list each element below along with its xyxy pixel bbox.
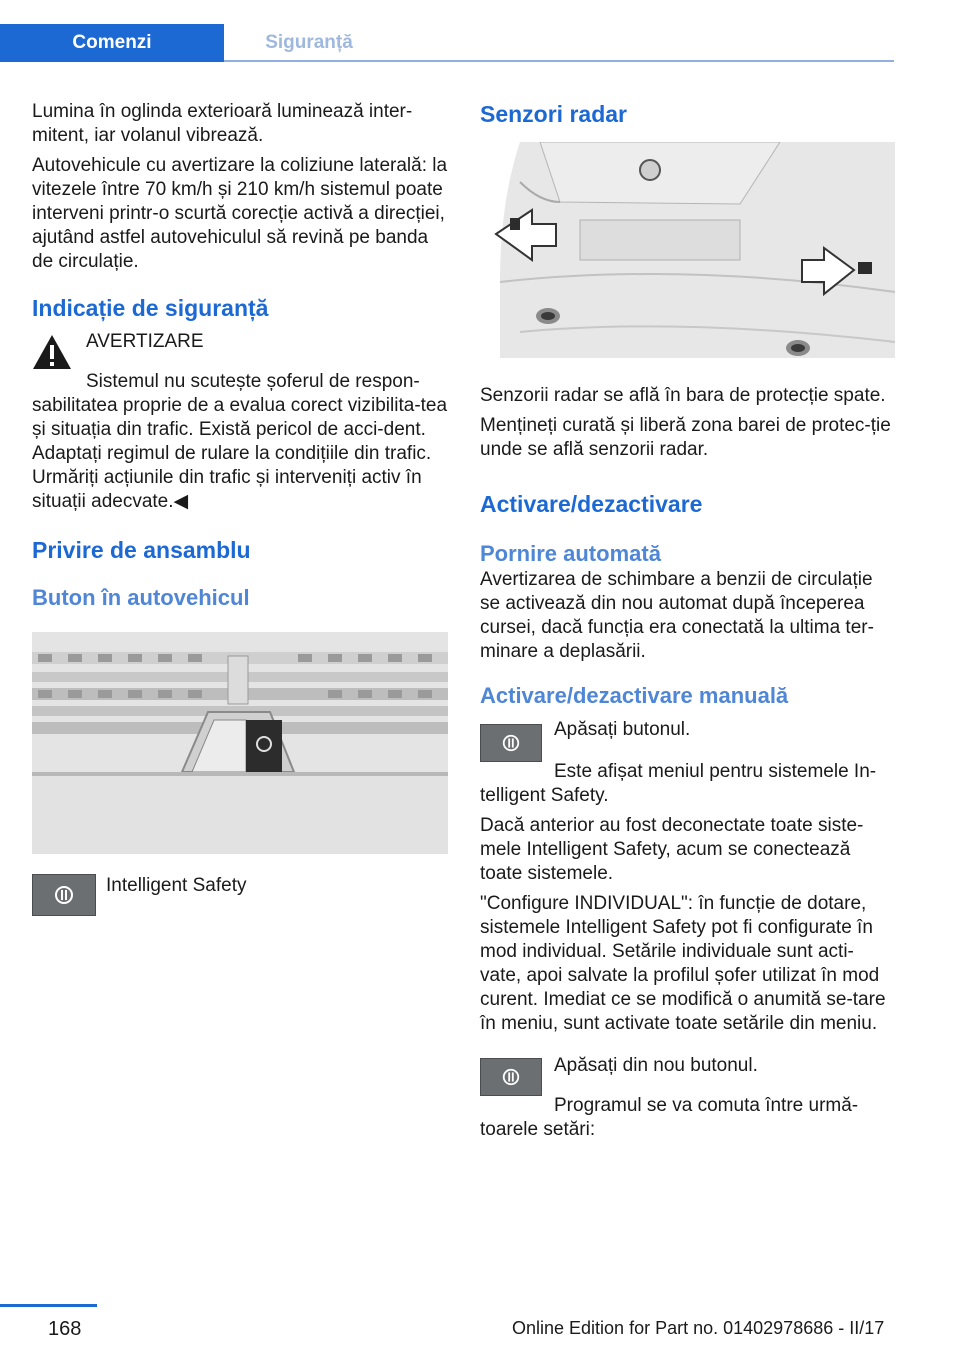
warning-title: AVERTIZARE <box>86 331 204 352</box>
warning-text: Sistemul nu scutește șoferul de respon‐sabilitatea proprie de a evalua corect vizibilita‐tea și situația din trafic. Există pericol de acci‐dent. Adaptați regimul de rulare la condițiile din trafic. Urmăriți acțiunile din trafic și interveniți activ în situații adecvate.◀ <box>32 371 448 512</box>
paragraph-configure-individual: "Configure INDIVIDUAL": în funcție de dotare, sistemele Intelligent Safety pot fi configurate în mod individual. Setările individuale sunt acti‐vate, apoi salvate la profilul șofer utilizat în mod curent. Imediat ce se modifică o anumită se‐tare în meniu, sunt activate toate setările din meniu. <box>480 893 886 1034</box>
paragraph-radar-clean: Mențineți curată și liberă zona barei de protec‐ție unde se află senzorii radar. <box>480 415 891 460</box>
tab-comenzi[interactable]: Comenzi <box>0 24 224 62</box>
left-column <box>32 100 450 916</box>
footer-rule <box>0 1304 97 1307</box>
safety-symbol-icon <box>501 733 521 753</box>
page-number: 168 <box>48 1318 82 1340</box>
step1-instruction: Apăsați butonul. <box>554 719 691 740</box>
safety-button-icon-2[interactable] <box>480 1058 542 1096</box>
header-rule <box>224 60 894 62</box>
radar-sensor-figure <box>480 142 895 358</box>
warning-block <box>32 330 450 370</box>
right-column <box>480 100 895 1148</box>
car-rear-illustration <box>480 142 895 358</box>
step-press-again <box>480 1054 895 1096</box>
paragraph-radar-location: Senzorii radar se află în bara de protecție spate. <box>480 385 886 406</box>
heading-safety-note: Indicație de siguranță <box>32 295 269 321</box>
dashboard-illustration <box>32 632 448 854</box>
step-press-button <box>480 718 895 762</box>
paragraph-reconnect: Dacă anterior au fost deconectate toate siste‐mele Intelligent Safety, acum se conectează toate sistemele. <box>480 815 864 884</box>
paragraph-side-collision: Autovehicule cu avertizare la coliziune laterală: la vitezele între 70 km/h și 210 km/h sistemul poate interveni printr-o scurtă corecție activă a direcției, ajutând astfel autovehiculul să revină pe banda de circulație. <box>32 155 448 272</box>
step1-result: Este afișat meniul pentru sistemele In‐telligent Safety. <box>480 761 877 806</box>
intelligent-safety-row <box>32 874 450 916</box>
chapter-tabs <box>0 24 394 62</box>
paragraph-auto-start: Avertizarea de schimbare a benzii de circulație se activează din nou automat după începerea cursei, dacă funcția era conectată la ultima ter‐minare a deplasării. <box>480 569 874 662</box>
heading-activate-deactivate: Activare/dezactivare <box>480 491 703 517</box>
step2-result: Programul se va comuta între urmă‐toarele setări: <box>480 1095 859 1140</box>
edition-text: Online Edition for Part no. 01402978686 - II/17 <box>512 1318 885 1338</box>
intelligent-safety-button-icon[interactable] <box>32 874 96 916</box>
tab-siguranta[interactable]: Siguranță <box>265 32 353 53</box>
paragraph-mirror-light: Lumina în oglinda exterioară luminează inter‐mitent, iar volanul vibrează. <box>32 101 413 146</box>
warning-triangle-icon <box>32 334 72 370</box>
dashboard-button-figure <box>32 632 448 854</box>
heading-auto-start: Pornire automată <box>480 541 661 566</box>
heading-manual: Activare/dezactivare manuală <box>480 683 789 708</box>
safety-button-icon-1[interactable] <box>480 724 542 762</box>
heading-button-in-car: Buton în autovehicul <box>32 585 250 610</box>
safety-symbol-icon <box>501 1067 521 1087</box>
heading-overview: Privire de ansamblu <box>32 537 251 563</box>
intelligent-safety-label: Intelligent Safety <box>106 875 247 896</box>
step2-instruction: Apăsați din nou butonul. <box>554 1055 758 1076</box>
heading-radar-sensors: Senzori radar <box>480 101 627 127</box>
safety-symbol-icon <box>53 884 75 906</box>
